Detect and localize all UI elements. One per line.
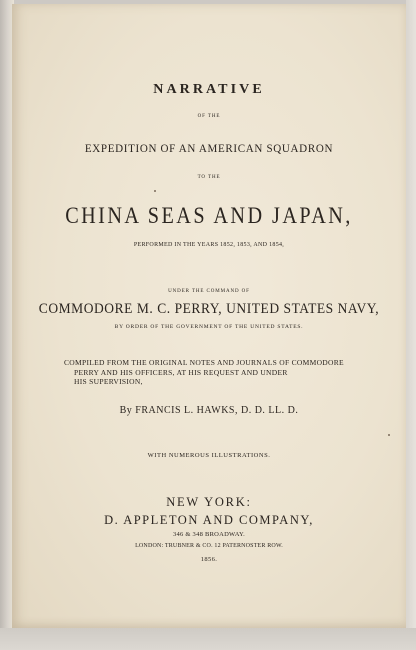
compiled-note xyxy=(64,358,364,387)
compiled-line: HIS SUPERVISION, xyxy=(74,377,143,386)
foxing-spot xyxy=(154,190,156,192)
book-binding-bottom xyxy=(0,628,416,650)
title-to-the: TO THE xyxy=(197,175,221,180)
title-author: By FRANCIS L. HAWKS, D. D. LL. D. xyxy=(119,405,299,416)
title-page xyxy=(12,4,406,628)
imprint-address: 346 & 348 BROADWAY. xyxy=(172,531,246,538)
title-commodore: COMMODORE M. C. PERRY, UNITED STATES NAVY, xyxy=(38,301,380,317)
imprint-publisher: D. APPLETON AND COMPANY, xyxy=(104,513,314,527)
compiled-line: COMPILED FROM THE ORIGINAL NOTES AND JOURNALS OF COMMODORE xyxy=(64,358,344,367)
title-under-command: UNDER THE COMMAND OF xyxy=(168,289,250,294)
title-china-seas: CHINA SEAS AND JAPAN, xyxy=(65,203,353,228)
title-by-order: BY ORDER OF THE GOVERNMENT OF THE UNITED STATES. xyxy=(114,324,304,330)
imprint-london: LONDON: TRUBNER & CO. 12 PATERNOSTER ROW. xyxy=(135,543,283,549)
title-of-the: OF THE xyxy=(197,114,221,119)
foxing-spot xyxy=(388,434,390,436)
title-performed-years: PERFORMED IN THE YEARS 1852, 1853, AND 1854, xyxy=(133,242,285,248)
compiled-line: PERRY AND HIS OFFICERS, AT HIS REQUEST AND UNDER xyxy=(74,367,288,377)
book-binding-right xyxy=(406,0,416,650)
title-expedition: EXPEDITION OF AN AMERICAN SQUADRON xyxy=(84,141,334,155)
title-illustrations: WITH NUMEROUS ILLUSTRATIONS. xyxy=(147,452,271,459)
imprint-city: NEW YORK: xyxy=(166,495,252,509)
imprint-year: 1856. xyxy=(200,556,218,563)
title-narrative: NARRATIVE xyxy=(153,82,265,97)
